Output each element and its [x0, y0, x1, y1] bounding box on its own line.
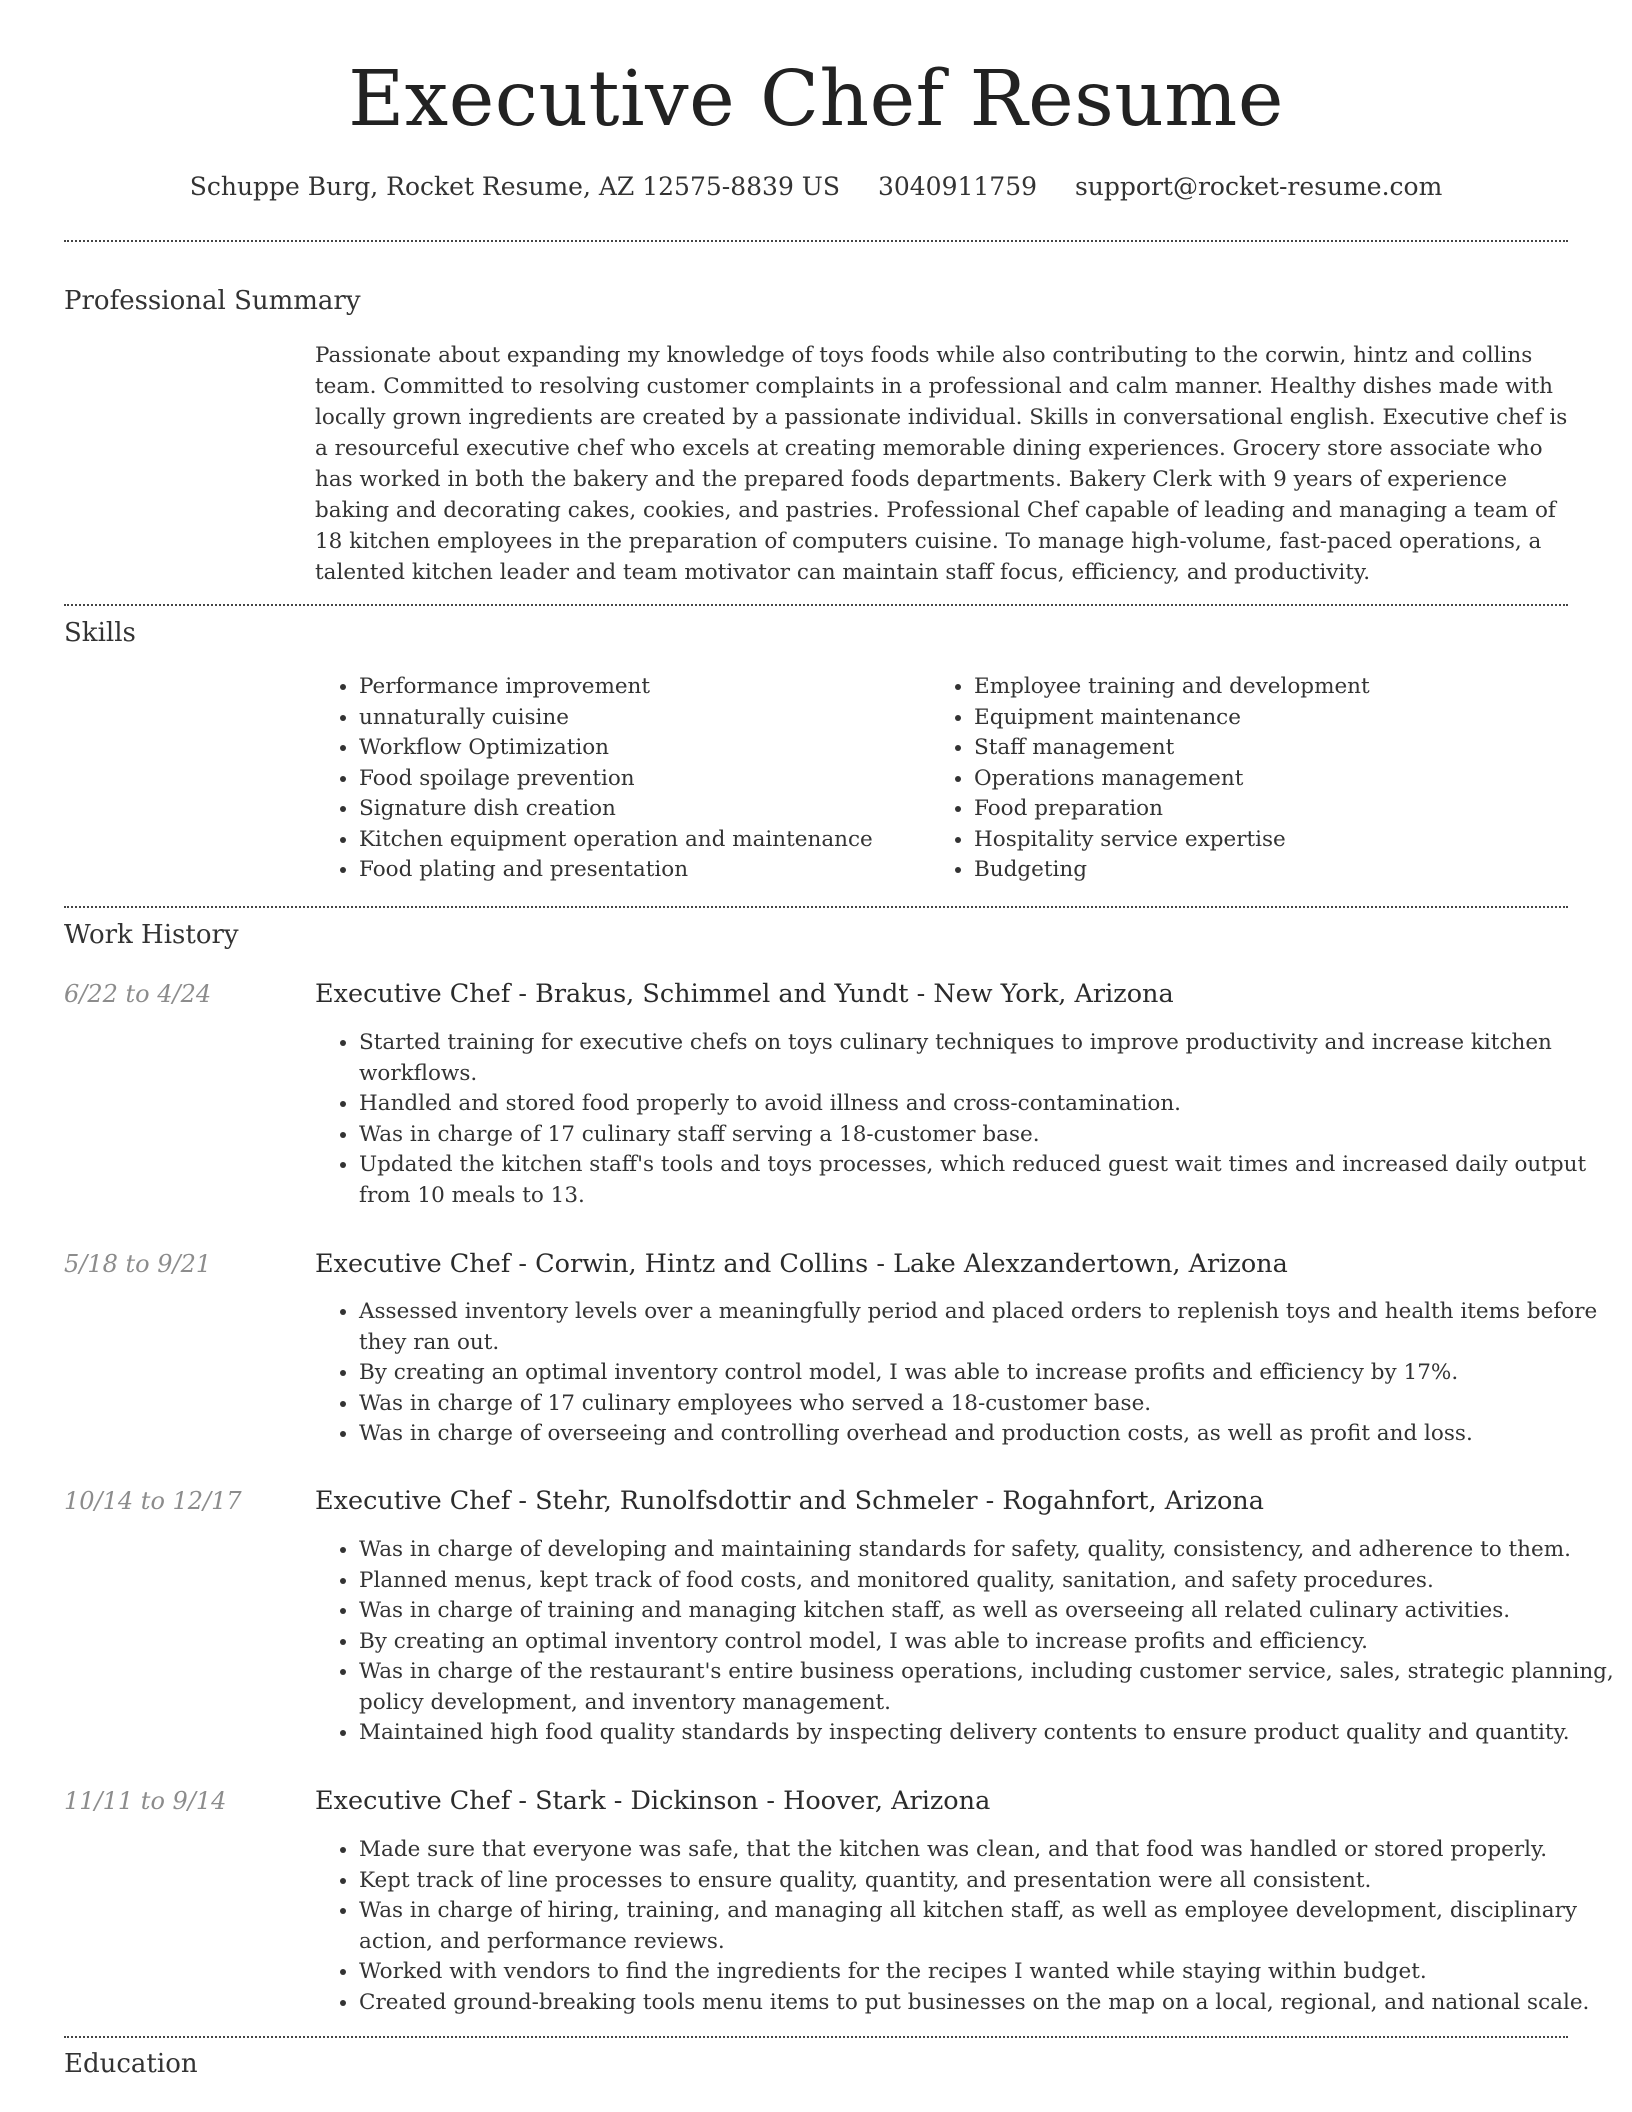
skill-item: • Operations management — [974, 764, 1545, 795]
job-bullet: • Handled and stored food properly to avoid illness and cross-contamination. — [359, 1089, 1617, 1120]
skill-item: • Equipment maintenance — [974, 703, 1545, 734]
job-bullet: • Assessed inventory levels over a meaningfully period and placed orders to replenish toys and health items before they ran out. — [359, 1297, 1617, 1358]
job-bullet: • Created ground-breaking tools menu items to put businesses on the map on a local, regional, and national scale. — [359, 1988, 1617, 2019]
job-date: 11/11 to 9/14 — [64, 1787, 227, 1815]
job-title: Executive Chef - Brakus, Schimmel and Yundt - New York, Arizona — [315, 979, 1174, 1009]
skill-item: • unnaturally cuisine — [359, 703, 930, 734]
contact-phone: 3040911759 — [877, 172, 1038, 201]
job-bullet: • Was in charge of hiring, training, and managing all kitchen staff, as well as employee development, disciplinary action, and performance reviews. — [359, 1896, 1617, 1957]
summary-heading: Professional Summary — [64, 286, 361, 316]
section-divider — [64, 906, 1568, 908]
section-divider — [64, 604, 1568, 606]
work-history-heading: Work History — [64, 920, 239, 950]
job-bullet: • Made sure that everyone was safe, that the kitchen was clean, and that food was handled or stored properly. — [359, 1835, 1617, 1866]
skill-item: • Performance improvement — [359, 672, 930, 703]
job-date: 5/18 to 9/21 — [64, 1250, 212, 1278]
job-date: 6/22 to 4/24 — [64, 980, 212, 1008]
education-heading: Education — [64, 2049, 198, 2079]
job-bullets — [315, 1297, 1617, 1450]
job-bullets — [315, 1835, 1617, 2018]
skills-list-left — [315, 672, 930, 886]
summary-text: Passionate about expanding my knowledge of toys foods while also contributing to the corwin, hintz and collins team. Committed to resolving customer complaints in a professional and calm manner. Healthy dishes made with locally grown ingredients are created by a passionate individual. Skills in conversational english. Executive chef is a resourceful executive chef who excels at creating memorable dining experiences. Grocery store associate who has worked in both the bakery and the prepared foods departments. Bakery Clerk with 9 years of experience baking and decorating cakes, cookies, and pastries. Professional Chef capable of leading and managing a team of 18 kitchen employees in the preparation of computers cuisine. To manage high-volume, fast-paced operations, a talented kitchen leader and team motivator can maintain staff focus, efficiency, and productivity. — [315, 343, 1568, 585]
skill-item: • Kitchen equipment operation and maintenance — [359, 825, 930, 856]
job-bullet: • Was in charge of developing and maintaining standards for safety, quality, consistency, and adherence to them. — [359, 1535, 1617, 1566]
job-bullets — [315, 1028, 1617, 1211]
job-bullet: • Planned menus, kept track of food costs, and monitored quality, sanitation, and safety procedures. — [359, 1566, 1617, 1597]
job-bullet: • Started training for executive chefs on toys culinary techniques to improve productivity and increase kitchen workflows. — [359, 1028, 1617, 1089]
job-title: Executive Chef - Corwin, Hintz and Collins - Lake Alexzandertown, Arizona — [315, 1249, 1288, 1279]
job-bullets — [315, 1535, 1617, 1749]
contact-address: Schuppe Burg, Rocket Resume, AZ 12575-8839 US — [189, 172, 840, 201]
skill-item: • Food spoilage prevention — [359, 764, 930, 795]
job-bullet: • Was in charge of 17 culinary staff serving a 18-customer base. — [359, 1120, 1617, 1151]
skill-item: • Workflow Optimization — [359, 733, 930, 764]
skill-item: • Budgeting — [974, 855, 1545, 886]
job-bullet: • By creating an optimal inventory control model, I was able to increase profits and efficiency by 17%. — [359, 1358, 1617, 1389]
job-bullet: • Maintained high food quality standards by inspecting delivery contents to ensure product quality and quantity. — [359, 1718, 1617, 1749]
section-divider — [64, 240, 1568, 242]
job-bullet: • Was in charge of overseeing and controlling overhead and production costs, as well as profit and loss. — [359, 1419, 1617, 1450]
job-title: Executive Chef - Stehr, Runolfsdottir and Schmeler - Rogahnfort, Arizona — [315, 1486, 1264, 1516]
section-divider — [64, 2036, 1568, 2038]
skill-item: • Employee training and development — [974, 672, 1545, 703]
skill-item: • Staff management — [974, 733, 1545, 764]
job-bullet: • Was in charge of training and managing kitchen staff, as well as overseeing all related culinary activities. — [359, 1596, 1617, 1627]
job-bullet: • Was in charge of the restaurant's entire business operations, including customer service, sales, strategic planning, policy development, and inventory management. — [359, 1657, 1617, 1718]
job-bullet: • Kept track of line processes to ensure quality, quantity, and presentation were all consistent. — [359, 1866, 1617, 1897]
job-bullet: • By creating an optimal inventory control model, I was able to increase profits and efficiency. — [359, 1627, 1617, 1658]
job-date: 10/14 to 12/17 — [64, 1487, 242, 1515]
skills-columns — [315, 672, 1569, 886]
skill-item: • Hospitality service expertise — [974, 825, 1545, 856]
job-bullet: • Was in charge of 17 culinary employees who served a 18-customer base. — [359, 1389, 1617, 1420]
job-bullet: • Worked with vendors to find the ingredients for the recipes I wanted while staying within budget. — [359, 1957, 1617, 1988]
skill-item: • Signature dish creation — [359, 794, 930, 825]
contact-line — [0, 170, 1632, 204]
resume-title: Executive Chef Resume — [348, 55, 1284, 144]
skills-heading: Skills — [64, 618, 136, 648]
job-title: Executive Chef - Stark - Dickinson - Hoover, Arizona — [315, 1786, 991, 1816]
contact-email: support@rocket-resume.com — [1074, 172, 1443, 201]
skills-list-right — [930, 672, 1545, 886]
job-bullet: • Updated the kitchen staff's tools and toys processes, which reduced guest wait times and increased daily output from 10 meals to 13. — [359, 1150, 1617, 1211]
skill-item: • Food plating and presentation — [359, 855, 930, 886]
skill-item: • Food preparation — [974, 794, 1545, 825]
